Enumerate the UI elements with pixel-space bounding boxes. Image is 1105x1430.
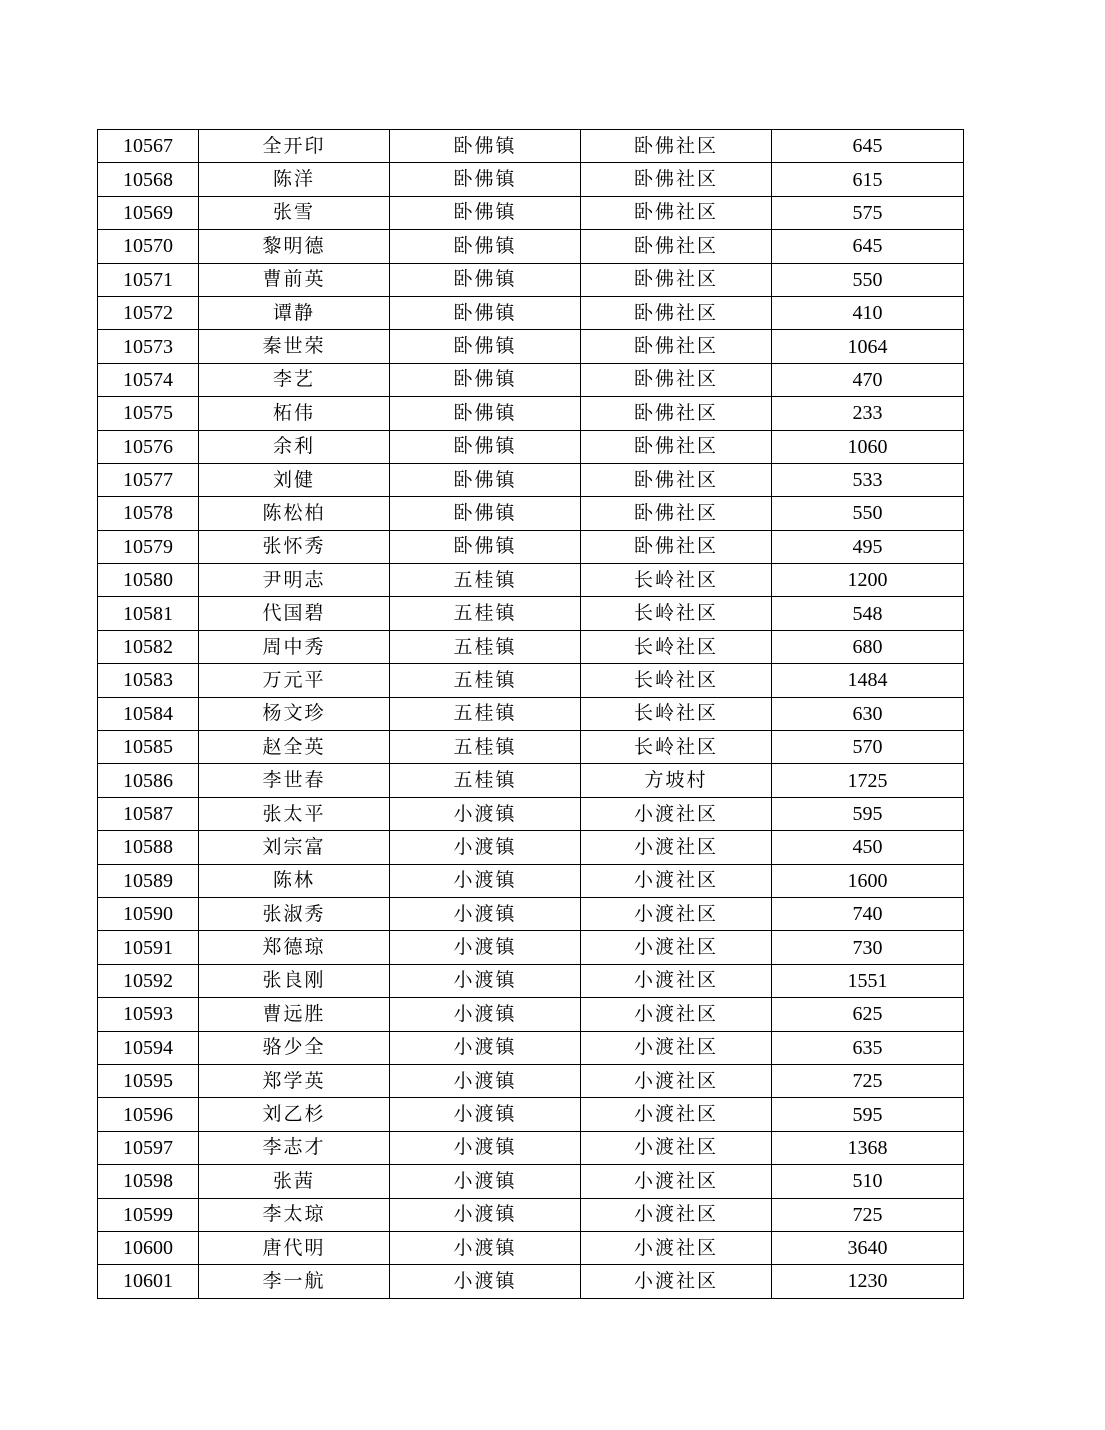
table-row [98,964,964,997]
record-id-cell: 10583 [98,664,199,697]
table-row [98,463,964,496]
amount-cell: 635 [772,1031,964,1064]
person-name-cell: 刘宗富 [199,831,390,864]
person-name-cell: 杨文珍 [199,697,390,730]
amount-cell: 615 [772,163,964,196]
town-cell: 五桂镇 [390,697,581,730]
amount-cell: 1368 [772,1131,964,1164]
person-name-cell: 李世春 [199,764,390,797]
record-id-cell: 10599 [98,1198,199,1231]
amount-cell: 1600 [772,864,964,897]
record-id-cell: 10580 [98,564,199,597]
person-name-cell: 刘乙杉 [199,1098,390,1131]
community-cell: 卧佛社区 [581,196,772,229]
town-cell: 小渡镇 [390,1031,581,1064]
community-cell: 卧佛社区 [581,497,772,530]
person-name-cell: 余利 [199,430,390,463]
town-cell: 五桂镇 [390,731,581,764]
person-name-cell: 张良刚 [199,964,390,997]
record-id-cell: 10591 [98,931,199,964]
person-name-cell: 陈松柏 [199,497,390,530]
amount-cell: 680 [772,630,964,663]
amount-cell: 470 [772,363,964,396]
town-cell: 卧佛镇 [390,163,581,196]
amount-cell: 645 [772,230,964,263]
table-row [98,130,964,163]
record-id-cell: 10593 [98,998,199,1031]
table-row [98,864,964,897]
records-table [97,129,964,1299]
community-cell: 卧佛社区 [581,430,772,463]
record-id-cell: 10568 [98,163,199,196]
town-cell: 小渡镇 [390,831,581,864]
community-cell: 小渡社区 [581,964,772,997]
table-row [98,1131,964,1164]
table-row [98,797,964,830]
town-cell: 小渡镇 [390,1165,581,1198]
town-cell: 小渡镇 [390,1098,581,1131]
person-name-cell: 黎明德 [199,230,390,263]
community-cell: 小渡社区 [581,931,772,964]
community-cell: 卧佛社区 [581,263,772,296]
table-row [98,230,964,263]
person-name-cell: 尹明志 [199,564,390,597]
amount-cell: 1200 [772,564,964,597]
amount-cell: 1551 [772,964,964,997]
community-cell: 小渡社区 [581,797,772,830]
amount-cell: 570 [772,731,964,764]
town-cell: 小渡镇 [390,864,581,897]
record-id-cell: 10587 [98,797,199,830]
table-row [98,430,964,463]
table-row [98,630,964,663]
amount-cell: 740 [772,897,964,930]
person-name-cell: 全开印 [199,130,390,163]
community-cell: 长岭社区 [581,564,772,597]
person-name-cell: 张怀秀 [199,530,390,563]
community-cell: 卧佛社区 [581,530,772,563]
person-name-cell: 张太平 [199,797,390,830]
community-cell: 小渡社区 [581,831,772,864]
amount-cell: 645 [772,130,964,163]
community-cell: 长岭社区 [581,630,772,663]
table-row [98,831,964,864]
amount-cell: 1230 [772,1265,964,1298]
community-cell: 长岭社区 [581,597,772,630]
town-cell: 五桂镇 [390,564,581,597]
record-id-cell: 10572 [98,296,199,329]
community-cell: 卧佛社区 [581,163,772,196]
amount-cell: 550 [772,497,964,530]
town-cell: 卧佛镇 [390,397,581,430]
table-row [98,263,964,296]
community-cell: 小渡社区 [581,1031,772,1064]
table-row [98,497,964,530]
table-row [98,897,964,930]
town-cell: 卧佛镇 [390,430,581,463]
amount-cell: 595 [772,1098,964,1131]
table-row [98,397,964,430]
town-cell: 小渡镇 [390,1265,581,1298]
record-id-cell: 10597 [98,1131,199,1164]
town-cell: 五桂镇 [390,764,581,797]
table-row [98,530,964,563]
table-row [98,330,964,363]
community-cell: 小渡社区 [581,1198,772,1231]
town-cell: 小渡镇 [390,964,581,997]
town-cell: 卧佛镇 [390,330,581,363]
person-name-cell: 代国碧 [199,597,390,630]
table-row [98,1198,964,1231]
record-id-cell: 10581 [98,597,199,630]
person-name-cell: 张雪 [199,196,390,229]
table-row [98,296,964,329]
person-name-cell: 曹远胜 [199,998,390,1031]
amount-cell: 533 [772,463,964,496]
community-cell: 小渡社区 [581,998,772,1031]
person-name-cell: 骆少全 [199,1031,390,1064]
person-name-cell: 郑学英 [199,1064,390,1097]
town-cell: 五桂镇 [390,664,581,697]
table-row [98,1231,964,1264]
table-row [98,697,964,730]
record-id-cell: 10571 [98,263,199,296]
amount-cell: 510 [772,1165,964,1198]
community-cell: 方坡村 [581,764,772,797]
table-row [98,163,964,196]
table-row [98,1165,964,1198]
person-name-cell: 万元平 [199,664,390,697]
amount-cell: 548 [772,597,964,630]
community-cell: 卧佛社区 [581,230,772,263]
table-row [98,564,964,597]
amount-cell: 495 [772,530,964,563]
amount-cell: 625 [772,998,964,1031]
person-name-cell: 秦世荣 [199,330,390,363]
table-row [98,1265,964,1298]
amount-cell: 575 [772,196,964,229]
person-name-cell: 张茜 [199,1165,390,1198]
record-id-cell: 10590 [98,897,199,930]
table-row [98,1031,964,1064]
table-row [98,731,964,764]
town-cell: 小渡镇 [390,1231,581,1264]
town-cell: 小渡镇 [390,1198,581,1231]
table-row [98,931,964,964]
record-id-cell: 10577 [98,463,199,496]
record-id-cell: 10601 [98,1265,199,1298]
town-cell: 卧佛镇 [390,130,581,163]
amount-cell: 550 [772,263,964,296]
table-row [98,597,964,630]
record-id-cell: 10579 [98,530,199,563]
record-id-cell: 10576 [98,430,199,463]
person-name-cell: 李艺 [199,363,390,396]
town-cell: 五桂镇 [390,630,581,663]
record-id-cell: 10596 [98,1098,199,1131]
community-cell: 小渡社区 [581,1231,772,1264]
community-cell: 卧佛社区 [581,130,772,163]
record-id-cell: 10595 [98,1064,199,1097]
town-cell: 卧佛镇 [390,497,581,530]
person-name-cell: 李一航 [199,1265,390,1298]
person-name-cell: 李太琼 [199,1198,390,1231]
community-cell: 长岭社区 [581,731,772,764]
amount-cell: 1725 [772,764,964,797]
record-id-cell: 10586 [98,764,199,797]
town-cell: 小渡镇 [390,1064,581,1097]
community-cell: 长岭社区 [581,664,772,697]
record-id-cell: 10574 [98,363,199,396]
community-cell: 卧佛社区 [581,463,772,496]
amount-cell: 233 [772,397,964,430]
table-row [98,363,964,396]
town-cell: 小渡镇 [390,1131,581,1164]
amount-cell: 630 [772,697,964,730]
record-id-cell: 10569 [98,196,199,229]
town-cell: 小渡镇 [390,998,581,1031]
community-cell: 小渡社区 [581,864,772,897]
person-name-cell: 周中秀 [199,630,390,663]
amount-cell: 450 [772,831,964,864]
amount-cell: 725 [772,1198,964,1231]
record-id-cell: 10584 [98,697,199,730]
community-cell: 小渡社区 [581,1064,772,1097]
town-cell: 卧佛镇 [390,230,581,263]
record-id-cell: 10578 [98,497,199,530]
town-cell: 卧佛镇 [390,363,581,396]
amount-cell: 410 [772,296,964,329]
record-id-cell: 10592 [98,964,199,997]
community-cell: 长岭社区 [581,697,772,730]
table-row [98,1098,964,1131]
records-table-body [98,130,964,1299]
town-cell: 卧佛镇 [390,196,581,229]
person-name-cell: 刘健 [199,463,390,496]
person-name-cell: 郑德琼 [199,931,390,964]
amount-cell: 595 [772,797,964,830]
community-cell: 小渡社区 [581,1165,772,1198]
person-name-cell: 曹前英 [199,263,390,296]
person-name-cell: 陈洋 [199,163,390,196]
town-cell: 五桂镇 [390,597,581,630]
amount-cell: 3640 [772,1231,964,1264]
table-row [98,998,964,1031]
town-cell: 卧佛镇 [390,296,581,329]
table-row [98,1064,964,1097]
record-id-cell: 10582 [98,630,199,663]
person-name-cell: 谭静 [199,296,390,329]
community-cell: 小渡社区 [581,897,772,930]
community-cell: 卧佛社区 [581,296,772,329]
person-name-cell: 唐代明 [199,1231,390,1264]
community-cell: 卧佛社区 [581,397,772,430]
person-name-cell: 柘伟 [199,397,390,430]
person-name-cell: 张淑秀 [199,897,390,930]
town-cell: 卧佛镇 [390,530,581,563]
community-cell: 小渡社区 [581,1265,772,1298]
community-cell: 卧佛社区 [581,330,772,363]
amount-cell: 1064 [772,330,964,363]
table-row [98,664,964,697]
record-id-cell: 10600 [98,1231,199,1264]
record-id-cell: 10589 [98,864,199,897]
table-row [98,764,964,797]
person-name-cell: 赵全英 [199,731,390,764]
record-id-cell: 10567 [98,130,199,163]
table-row [98,196,964,229]
town-cell: 小渡镇 [390,931,581,964]
town-cell: 卧佛镇 [390,263,581,296]
amount-cell: 1060 [772,430,964,463]
record-id-cell: 10594 [98,1031,199,1064]
record-id-cell: 10570 [98,230,199,263]
town-cell: 卧佛镇 [390,463,581,496]
community-cell: 小渡社区 [581,1098,772,1131]
amount-cell: 1484 [772,664,964,697]
amount-cell: 730 [772,931,964,964]
record-id-cell: 10588 [98,831,199,864]
town-cell: 小渡镇 [390,797,581,830]
record-id-cell: 10575 [98,397,199,430]
town-cell: 小渡镇 [390,897,581,930]
community-cell: 小渡社区 [581,1131,772,1164]
record-id-cell: 10585 [98,731,199,764]
record-id-cell: 10598 [98,1165,199,1198]
amount-cell: 725 [772,1064,964,1097]
person-name-cell: 陈林 [199,864,390,897]
community-cell: 卧佛社区 [581,363,772,396]
record-id-cell: 10573 [98,330,199,363]
person-name-cell: 李志才 [199,1131,390,1164]
